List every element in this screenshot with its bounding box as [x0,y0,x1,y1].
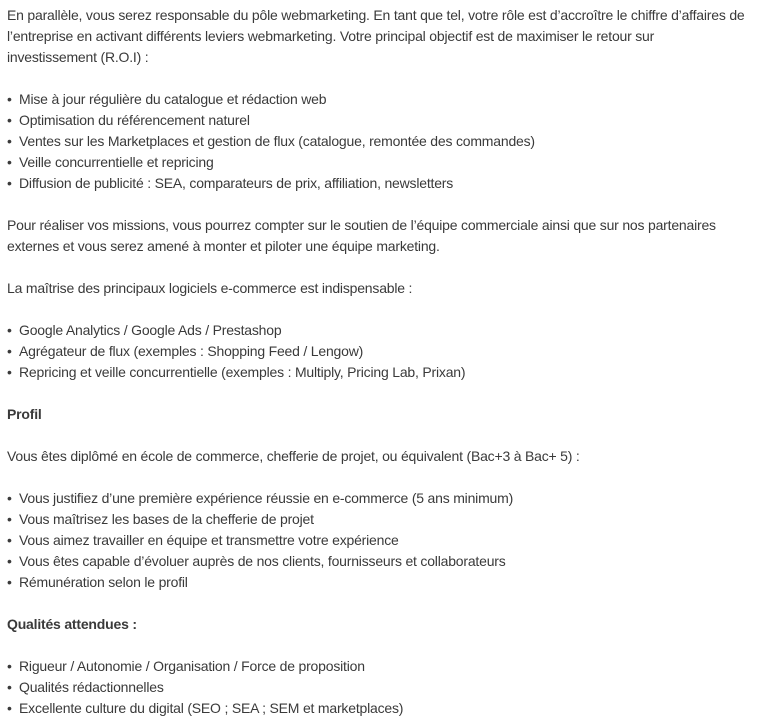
list-item [7,173,758,194]
list-item [7,488,758,509]
list-item [7,677,758,698]
bullet-icon: • [7,553,12,569]
section-heading: Profil [7,406,42,422]
paragraph [7,446,758,467]
list-item [7,131,758,152]
list-item-text: Rigueur / Autonomie / Organisation / Force de proposition [19,658,365,674]
paragraph [7,278,758,299]
list-item [7,89,758,110]
bullet-icon: • [7,490,12,506]
bullet-icon: • [7,154,12,170]
list-item [7,341,758,362]
list-item-text: Vous maîtrisez les bases de la chefferie de projet [19,511,314,527]
bullet-icon: • [7,700,12,716]
bullet-icon: • [7,511,12,527]
list-item-text: Rémunération selon le profil [19,574,188,590]
bullet-icon: • [7,658,12,674]
list-item-text: Vous justifiez d’une première expérience réussie en e-commerce (5 ans minimum) [19,490,514,506]
list-item [7,551,758,572]
list-item-text: Agrégateur de flux (exemples : Shopping Feed / Lengow) [19,343,364,359]
list-item [7,530,758,551]
list-item [7,509,758,530]
bullet-list [7,488,758,593]
text-line: Pour réaliser vos missions, vous pourrez compter sur le soutien de l’équipe commerciale ainsi que sur nos partenaires [7,217,716,233]
list-item-text: Excellente culture du digital (SEO ; SEA ; SEM et marketplaces) [19,700,404,716]
text-line: l’entreprise en activant différents leviers webmarketing. Votre principal objectif est de maximiser le retour sur [7,28,655,44]
bullet-icon: • [7,574,12,590]
section-heading: Qualités attendues : [7,616,137,632]
bullet-icon: • [7,91,12,107]
paragraph [7,215,758,257]
list-item [7,656,758,677]
list-item-text: Vous aimez travailler en équipe et transmettre votre expérience [19,532,399,548]
list-item-text: Vous êtes capable d’évoluer auprès de nos clients, fournisseurs et collaborateurs [19,553,506,569]
list-item-text: Qualités rédactionnelles [19,679,164,695]
bullet-list [7,656,758,719]
bullet-icon: • [7,322,12,338]
list-item-text: Google Analytics / Google Ads / Prestashop [19,322,282,338]
text-line: Vous êtes diplômé en école de commerce, chefferie de projet, ou équivalent (Bac+3 à Bac+ 5) : [7,448,580,464]
text-line: externes et vous serez amené à monter et piloter une équipe marketing. [7,238,440,254]
paragraph [7,5,758,68]
text-line: investissement (R.O.I) : [7,49,149,65]
list-item-text: Veille concurrentielle et repricing [19,154,214,170]
text-line: En parallèle, vous serez responsable du pôle webmarketing. En tant que tel, votre rôle est d’accroître le chiffre d’affaires de [7,7,745,23]
bullet-icon: • [7,364,12,380]
bullet-icon: • [7,679,12,695]
bullet-list [7,89,758,194]
list-item-text: Repricing et veille concurrentielle (exemples : Multiply, Pricing Lab, Prixan) [19,364,466,380]
bullet-icon: • [7,343,12,359]
bullet-icon: • [7,175,12,191]
list-item-text: Ventes sur les Marketplaces et gestion de flux (catalogue, remontée des commandes) [19,133,535,149]
list-item-text: Diffusion de publicité : SEA, comparateurs de prix, affiliation, newsletters [19,175,454,191]
list-item-text: Optimisation du référencement naturel [19,112,250,128]
list-item [7,698,758,719]
bullet-icon: • [7,532,12,548]
list-item [7,152,758,173]
text-line: La maîtrise des principaux logiciels e-commerce est indispensable : [7,280,413,296]
list-item [7,320,758,341]
list-item-text: Mise à jour régulière du catalogue et rédaction web [19,91,327,107]
bullet-icon: • [7,133,12,149]
list-item [7,110,758,131]
bullet-list [7,320,758,383]
bullet-icon: • [7,112,12,128]
list-item [7,362,758,383]
list-item [7,572,758,593]
